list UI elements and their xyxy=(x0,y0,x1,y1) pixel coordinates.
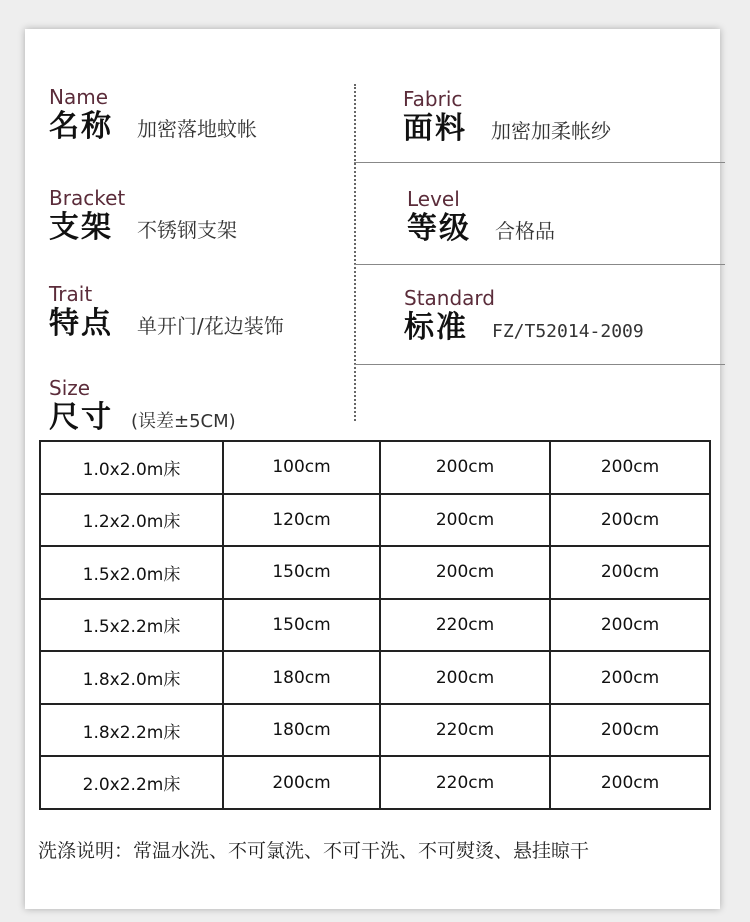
row-divider xyxy=(354,364,725,365)
height-cell: 200cm xyxy=(550,546,710,599)
column-divider xyxy=(354,84,356,421)
spec-level-zh: 等级 xyxy=(407,211,471,246)
spec-trait-value: 单开门/花边装饰 xyxy=(137,314,284,338)
spec-name-zh: 名称 xyxy=(49,109,113,144)
spec-bracket-zh: 支架 xyxy=(49,210,113,245)
height-cell: 200cm xyxy=(550,651,710,704)
length-cell: 200cm xyxy=(380,546,550,599)
table-row xyxy=(40,494,710,547)
spec-size xyxy=(49,377,236,435)
spec-name-value: 加密落地蚊帐 xyxy=(137,117,257,141)
row-divider xyxy=(354,264,725,265)
spec-fabric-zh: 面料 xyxy=(403,111,467,146)
spec-level-value: 合格品 xyxy=(495,219,555,243)
table-row xyxy=(40,756,710,809)
spec-level-en: Level xyxy=(407,187,460,211)
spec-fabric-en: Fabric xyxy=(403,87,463,111)
spec-bracket-value: 不锈钢支架 xyxy=(137,218,237,242)
bed-size-cell: 2.0x2.2m床 xyxy=(40,756,223,809)
bed-size-cell: 1.2x2.0m床 xyxy=(40,494,223,547)
spec-trait-zh: 特点 xyxy=(49,306,113,341)
spec-bracket-en: Bracket xyxy=(49,186,126,210)
spec-fabric xyxy=(403,88,611,146)
spec-trait-en: Trait xyxy=(49,282,93,306)
length-cell: 220cm xyxy=(380,599,550,652)
spec-trait xyxy=(49,283,284,341)
spec-level xyxy=(407,188,555,246)
length-cell: 200cm xyxy=(380,494,550,547)
bed-size-cell: 1.5x2.0m床 xyxy=(40,546,223,599)
bed-size-cell: 1.5x2.2m床 xyxy=(40,599,223,652)
height-cell: 200cm xyxy=(550,494,710,547)
spec-standard xyxy=(404,287,644,345)
table-row xyxy=(40,441,710,494)
spec-bracket xyxy=(49,187,237,245)
row-divider xyxy=(354,162,725,163)
table-row xyxy=(40,651,710,704)
height-cell: 200cm xyxy=(550,704,710,757)
wash-instructions: 洗涤说明：常温水洗、不可氯洗、不可干洗、不可熨烫、悬挂晾干 xyxy=(38,840,590,862)
height-cell: 200cm xyxy=(550,599,710,652)
width-cell: 180cm xyxy=(223,651,380,704)
width-cell: 150cm xyxy=(223,599,380,652)
spec-standard-en: Standard xyxy=(404,286,495,310)
spec-standard-value: FZ/T52014-2009 xyxy=(492,321,644,342)
width-cell: 180cm xyxy=(223,704,380,757)
length-cell: 220cm xyxy=(380,756,550,809)
size-table xyxy=(39,440,711,810)
spec-size-en: Size xyxy=(49,376,91,400)
spec-name-en: Name xyxy=(49,85,109,109)
height-cell: 200cm xyxy=(550,441,710,494)
table-row xyxy=(40,599,710,652)
length-cell: 220cm xyxy=(380,704,550,757)
height-cell: 200cm xyxy=(550,756,710,809)
length-cell: 200cm xyxy=(380,441,550,494)
spec-size-zh: 尺寸 xyxy=(49,400,113,435)
spec-standard-zh: 标准 xyxy=(404,310,468,345)
table-row xyxy=(40,704,710,757)
bed-size-cell: 1.0x2.0m床 xyxy=(40,441,223,494)
spec-fabric-value: 加密加柔帐纱 xyxy=(491,119,611,143)
spec-name xyxy=(49,86,257,144)
length-cell: 200cm xyxy=(380,651,550,704)
width-cell: 200cm xyxy=(223,756,380,809)
bed-size-cell: 1.8x2.2m床 xyxy=(40,704,223,757)
width-cell: 120cm xyxy=(223,494,380,547)
spec-size-tolerance: (误差±5CM) xyxy=(131,411,236,432)
width-cell: 150cm xyxy=(223,546,380,599)
bed-size-cell: 1.8x2.0m床 xyxy=(40,651,223,704)
width-cell: 100cm xyxy=(223,441,380,494)
table-row xyxy=(40,546,710,599)
